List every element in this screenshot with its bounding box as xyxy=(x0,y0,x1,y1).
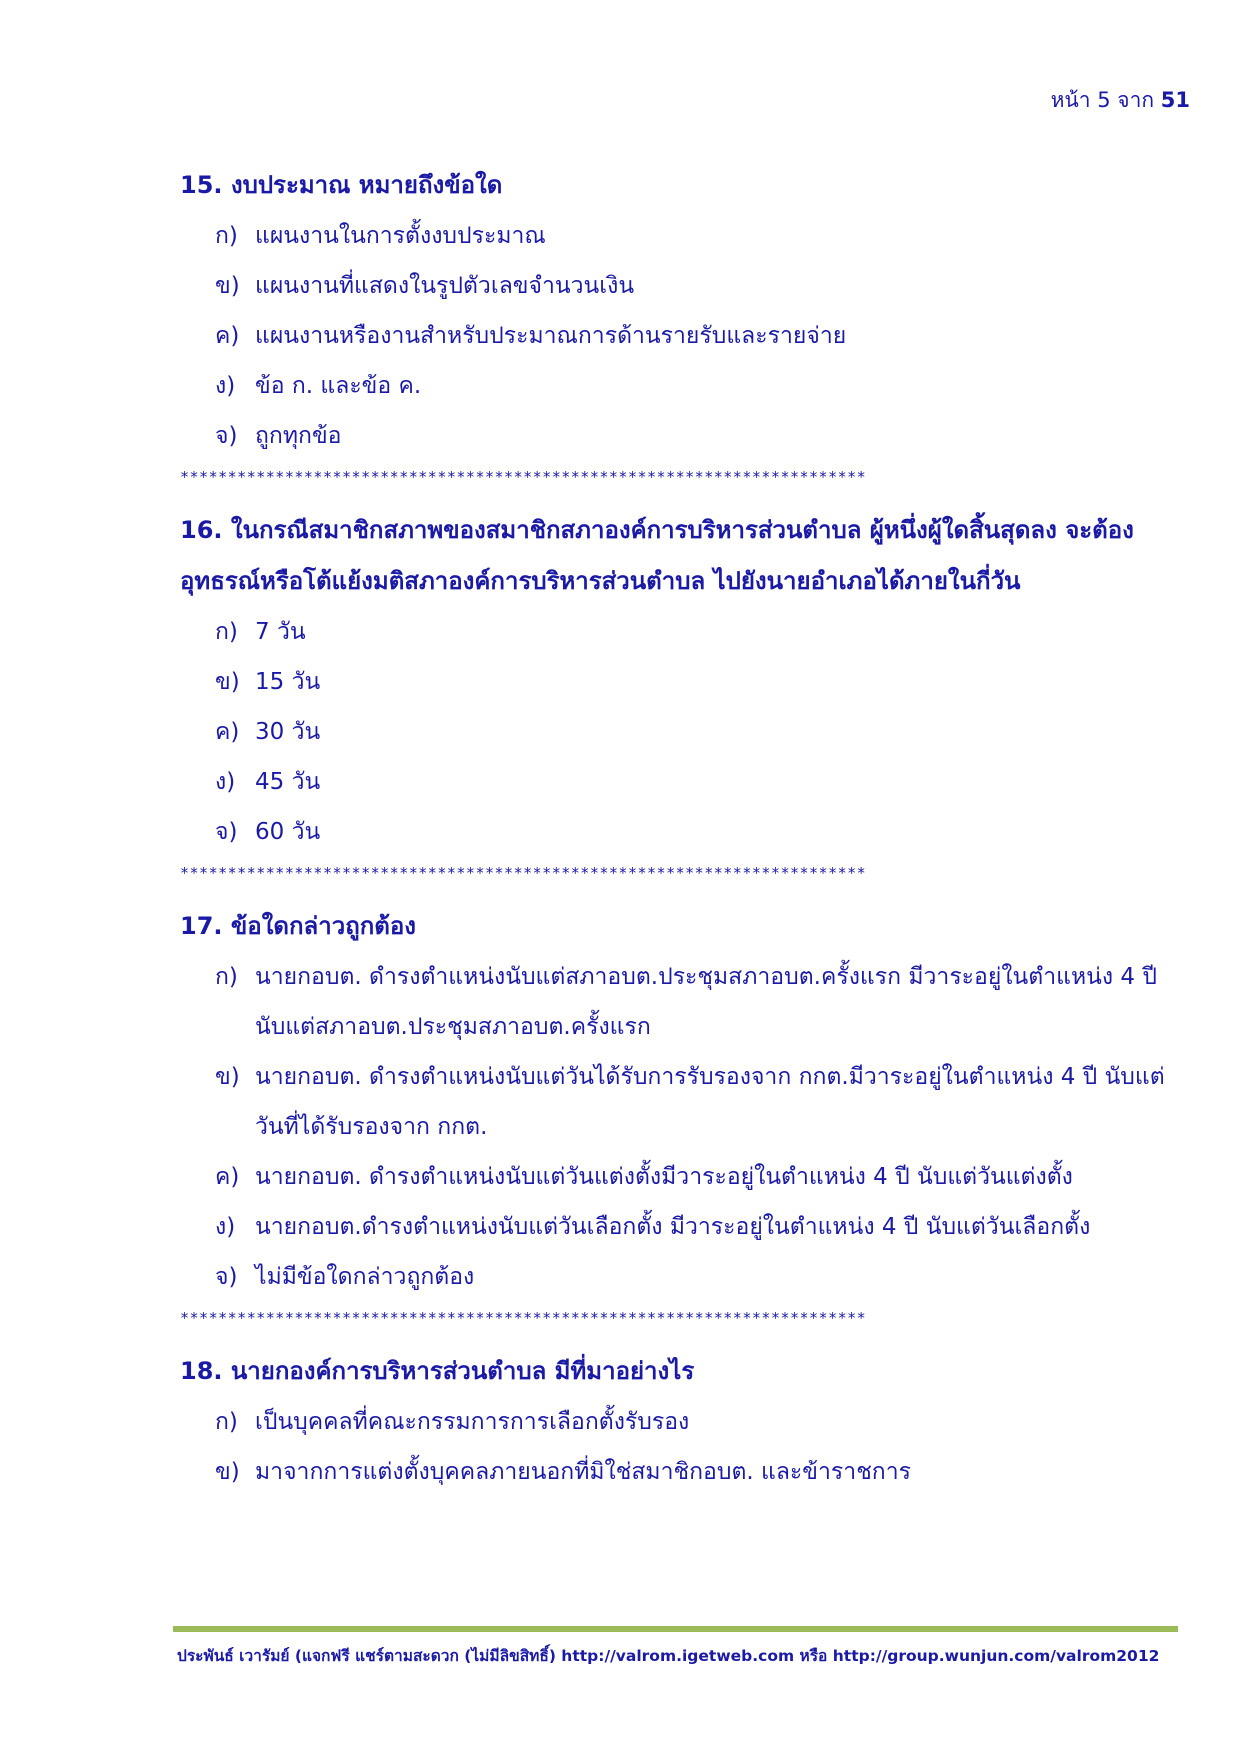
separator: ************************************************************************ xyxy=(180,468,867,486)
choice-text: แผนงานหรืองานสำหรับประมาณการด้านรายรับและรายจ่าย xyxy=(255,323,847,349)
choice-text: 30 วัน xyxy=(255,719,321,745)
choice-letter: จ) xyxy=(215,1264,238,1290)
choice-letter: ง) xyxy=(215,373,236,399)
choice-item xyxy=(180,1397,1190,1447)
choice-text: 15 วัน xyxy=(255,669,321,695)
separator: ************************************************************************ xyxy=(180,1309,867,1327)
choice-letter: ข) xyxy=(215,273,240,299)
page-number-total: 51 xyxy=(1160,88,1190,112)
choice-text: นายกอบต.ดำรงตำแหน่งนับแต่วันเลือกตั้ง มีวาระอยู่ในตำแหน่ง 4 ปี นับแต่วันเลือกตั้ง xyxy=(255,1214,1091,1240)
choice-letter: ข) xyxy=(215,1459,240,1485)
choice-item xyxy=(180,411,1190,461)
page-number xyxy=(1051,84,1190,117)
choice-item xyxy=(180,311,1190,361)
choice-text: แผนงานที่แสดงในรูปตัวเลขจำนวนเงิน xyxy=(255,273,635,299)
question-15 xyxy=(180,160,1190,461)
question-16 xyxy=(180,505,1190,857)
choice-item xyxy=(180,757,1190,807)
choice-text: 45 วัน xyxy=(255,769,321,795)
choice-text: นายกอบต. ดำรงตำแหน่งนับแต่วันได้รับการรับรองจาก กกต.มีวาระอยู่ในตำแหน่ง 4 ปี นับแต่วันที่ได้รับรองจาก กกต. xyxy=(255,1064,1165,1140)
choice-text: ข้อ ก. และข้อ ค. xyxy=(255,373,422,399)
choice-item xyxy=(180,1152,1190,1202)
choice-item xyxy=(180,1052,1190,1152)
choice-item xyxy=(180,807,1190,857)
choice-letter: จ) xyxy=(215,423,238,449)
choice-text: ถูกทุกข้อ xyxy=(255,423,342,449)
footer-credit: ประพันธ์ เวารัมย์ (แจกฟรี แชร์ตามสะดวก (ไม่มีลิขสิทธิ์) http://valrom.igetweb.com หรือ http://group.wunjun.com/valrom2012 xyxy=(177,1647,1160,1665)
choice-letter: ค) xyxy=(215,1164,240,1190)
choice-item xyxy=(180,361,1190,411)
choice-text: เป็นบุคคลที่คณะกรรมการการเลือกตั้งรับรอง xyxy=(255,1409,690,1435)
question-17 xyxy=(180,901,1190,1302)
choice-text: 60 วัน xyxy=(255,819,321,845)
choice-item xyxy=(180,607,1190,657)
choice-text: นายกอบต. ดำรงตำแหน่งนับแต่สภาอบต.ประชุมสภาอบต.ครั้งแรก มีวาระอยู่ในตำแหน่ง 4 ปี นับแต่สภาอบต.ประชุมสภาอบต.ครั้งแรก xyxy=(255,964,1157,1040)
separator: ************************************************************************ xyxy=(180,864,867,882)
choice-item xyxy=(180,1447,1190,1497)
choice-letter: ง) xyxy=(215,769,236,795)
choice-letter: ก) xyxy=(215,223,238,249)
choice-letter: ข) xyxy=(215,1064,240,1090)
question-title: 15. งบประมาณ หมายถึงข้อใด xyxy=(180,171,503,199)
choice-letter: ง) xyxy=(215,1214,236,1240)
question-title: 17. ข้อใดกล่าวถูกต้อง xyxy=(180,912,416,940)
choice-item xyxy=(180,211,1190,261)
choice-item xyxy=(180,1202,1190,1252)
choice-text: 7 วัน xyxy=(255,619,306,645)
question-list xyxy=(180,160,1190,1497)
choice-text: แผนงานในการตั้งงบประมาณ xyxy=(255,223,546,249)
choice-item xyxy=(180,707,1190,757)
choice-text: นายกอบต. ดำรงตำแหน่งนับแต่วันแต่งตั้งมีวาระอยู่ในตำแหน่ง 4 ปี นับแต่วันแต่งตั้ง xyxy=(255,1164,1073,1190)
choice-text: ไม่มีข้อใดกล่าวถูกต้อง xyxy=(255,1264,475,1290)
choice-letter: ค) xyxy=(215,719,240,745)
choice-item xyxy=(180,1252,1190,1302)
choice-letter: ก) xyxy=(215,964,238,990)
question-title: 18. นายกองค์การบริหารส่วนตำบล มีที่มาอย่างไร xyxy=(180,1357,695,1385)
choice-letter: ค) xyxy=(215,323,240,349)
choice-item xyxy=(180,261,1190,311)
choice-letter: จ) xyxy=(215,819,238,845)
footer-divider xyxy=(173,1626,1178,1632)
choice-letter: ข) xyxy=(215,669,240,695)
question-18 xyxy=(180,1346,1190,1497)
choice-item xyxy=(180,657,1190,707)
choice-letter: ก) xyxy=(215,1409,238,1435)
question-title: 16. ในกรณีสมาชิกสภาพของสมาชิกสภาองค์การบริหารส่วนตำบล ผู้หนึ่งผู้ใดสิ้นสุดลง จะต้องอุทธรณ์หรือโต้แย้งมติสภาองค์การบริหารส่วนตำบล ไปยังนายอำเภอได้ภายในกี่วัน xyxy=(180,516,1134,595)
page-number-prefix: หน้า 5 จาก xyxy=(1050,88,1155,112)
choice-item xyxy=(180,952,1190,1052)
choice-letter: ก) xyxy=(215,619,238,645)
choice-text: มาจากการแต่งตั้งบุคคลภายนอกที่มิใช่สมาชิกอบต. และข้าราชการ xyxy=(255,1459,911,1485)
